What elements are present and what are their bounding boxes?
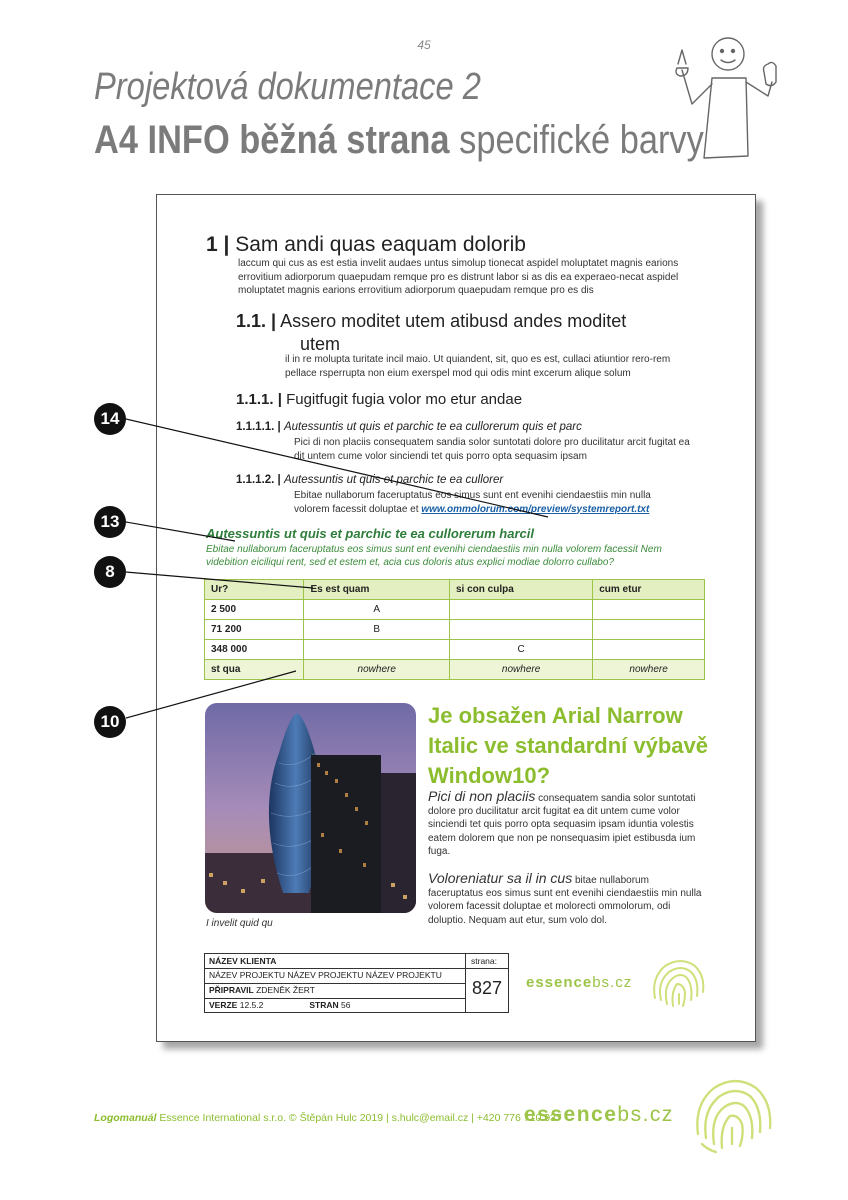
brand-logo-footer bbox=[524, 1103, 674, 1127]
table-cell bbox=[449, 620, 592, 640]
table-header-cell: Es est quam bbox=[304, 580, 450, 600]
heading-2-number: 1.1. | bbox=[236, 311, 277, 331]
subtitle-bold: A4 INFO běžná strana bbox=[94, 118, 450, 162]
heading-4a-text: Autessuntis ut quis et parchic te ea cullorerum quis et parc bbox=[283, 421, 582, 433]
callout-badge-10: 10 bbox=[94, 706, 126, 738]
table-cell bbox=[593, 620, 705, 640]
brand-logo-small bbox=[526, 974, 632, 991]
info-prepared-value: ZDENĚK ŽERT bbox=[256, 985, 315, 995]
info-prepared-label: PŘIPRAVIL bbox=[209, 985, 254, 995]
city-skyline-photo bbox=[205, 703, 416, 913]
table-header-cell: Ur? bbox=[205, 580, 304, 600]
table-cell bbox=[593, 600, 705, 620]
brand-big-bold: essence bbox=[524, 1103, 618, 1126]
heading-3-number: 1.1.1. | bbox=[236, 391, 282, 408]
callout-badge-13: 13 bbox=[94, 506, 126, 538]
brand-big-light: bs.cz bbox=[617, 1103, 674, 1126]
footer-manual-label: Logomanuál bbox=[94, 1112, 157, 1124]
heading-1-text: Sam andi quas eaquam dolorib bbox=[235, 233, 526, 256]
page-number: 45 bbox=[417, 38, 431, 52]
heading-2-body: il in re molupta turitate incil maio. Ut quiandent, sit, quo es est, cullaci atiuntior rero-rem pellace rsperrupta non eium exerspel mod qui odis mint excerum alique solum bbox=[285, 354, 671, 379]
info-page-label: strana: bbox=[471, 956, 497, 966]
heading-3-text: Fugitfugit fugia volor mo etur andae bbox=[286, 391, 523, 408]
table-cell: 71 200 bbox=[205, 620, 304, 640]
green-section-body: Ebitae nullaborum faceruptatus eos simus sunt ent evenihi ciendaestiis min nulla volorem facessit Nem videbition eiciliqui rent, sed et estem et, acia cus doloris atus explici modiae dolorro cullabo? bbox=[206, 544, 662, 568]
photo-caption: I invelit quid qu bbox=[206, 918, 273, 929]
heading-4b-body bbox=[294, 489, 704, 516]
heading-level-1 bbox=[206, 233, 526, 257]
heading-level-2 bbox=[236, 310, 686, 356]
table-cell bbox=[593, 640, 705, 660]
table-cell: nowhere bbox=[304, 660, 450, 680]
info-project: NÁZEV PROJEKTU NÁZEV PROJEKTU NÁZEV PROJEKTU bbox=[209, 970, 442, 980]
heading-2-text: Assero moditet utem atibusd andes moditet bbox=[280, 311, 627, 331]
info-version-value: 12.5.2 bbox=[239, 1000, 264, 1010]
table-cell: st qua bbox=[205, 660, 304, 680]
table-cell: 348 000 bbox=[205, 640, 304, 660]
brand-small-bold: essence bbox=[526, 974, 593, 991]
table-cell: C bbox=[449, 640, 592, 660]
fingerprint-logo-small bbox=[645, 954, 709, 1012]
heading-4b-body-line2: volorem facessit doluptae et bbox=[294, 503, 419, 515]
green-section-heading: Autessuntis ut quis et parchic te ea cullorerum harcil bbox=[206, 526, 534, 541]
heading-2-text-cont: utem bbox=[300, 334, 341, 354]
table-cell: nowhere bbox=[593, 660, 705, 680]
green-question-title: Je obsažen Arial Narrow Italic ve standardní výbavě Window10? bbox=[428, 703, 709, 788]
brand-small-light: bs.cz bbox=[592, 974, 633, 991]
heading-4a-number: 1.1.1.1. | bbox=[236, 421, 281, 433]
table-cell bbox=[304, 640, 450, 660]
paragraph-1-text: consequatem sandia solor suntotati dolore pro ducilitatur arcit fugitat ea dit untem cume volor sinciendi tet quis porro opta sequasim ipsam iduntia volestis eatem dolorem que non pe nonsequasim ipiet estibusda ium fuga. bbox=[428, 793, 696, 857]
table-row bbox=[205, 660, 705, 680]
table-cell: 2 500 bbox=[205, 600, 304, 620]
heading-1-number: 1 | bbox=[206, 233, 230, 256]
table-row bbox=[205, 640, 705, 660]
table-header-cell: cum etur bbox=[593, 580, 705, 600]
table-cell: A bbox=[304, 600, 450, 620]
report-link[interactable]: www.ommolorum.com/preview/systemreport.txt bbox=[421, 503, 650, 515]
stick-figure-illustration bbox=[668, 30, 778, 162]
table-cell: B bbox=[304, 620, 450, 640]
heading-4b-number: 1.1.1.2. | bbox=[236, 474, 281, 486]
paragraph-1 bbox=[428, 790, 706, 858]
footer-text: Essence International s.r.o. © Štěpán Hulc 2019 | s.hulc@email.cz | +420 776 710 937 bbox=[159, 1112, 562, 1124]
table-cell: nowhere bbox=[449, 660, 592, 680]
paragraph-2 bbox=[428, 872, 706, 927]
fingerprint-logo-large bbox=[690, 1072, 776, 1156]
paragraph-2-text: bitae nullaborum faceruptatus eos simus sunt ent evenihi ciendaestiis min nulla volorem facessit doluptae et molorecti ommolorum, odi doluptio. Nequam aut etur, sum volo dol. bbox=[428, 875, 702, 926]
table-header-cell: si con culpa bbox=[449, 580, 592, 600]
paragraph-1-lead: Pici di non placiis bbox=[428, 788, 536, 804]
table-header-row bbox=[205, 580, 705, 600]
info-client bbox=[205, 955, 276, 969]
info-version bbox=[205, 999, 350, 1013]
info-prepared bbox=[205, 984, 315, 998]
heading-level-4-b bbox=[236, 474, 503, 486]
page-subtitle bbox=[94, 118, 704, 163]
table-row bbox=[205, 620, 705, 640]
table-cell bbox=[449, 600, 592, 620]
data-table bbox=[204, 579, 705, 680]
heading-level-4-a bbox=[236, 421, 582, 433]
paragraph-2-lead: Voloreniatur sa il in cus bbox=[428, 870, 573, 886]
info-pages-label: STRAN bbox=[309, 1000, 339, 1010]
document-info-box bbox=[204, 953, 509, 1013]
info-page-value: 827 bbox=[471, 978, 503, 998]
heading-4a-body: Pici di non placiis consequatem sandia solor suntotati dolore pro ducilitatur arcit fugitat ea dit untem cume volor sinciendi tet quis porro opta sequasim ipsam bbox=[294, 437, 690, 462]
page-title: Projektová dokumentace 2 bbox=[94, 66, 481, 108]
footer-credits bbox=[94, 1112, 562, 1124]
info-client-label: NÁZEV KLIENTA bbox=[209, 956, 277, 966]
subtitle-rest: specifické barvy bbox=[459, 118, 704, 162]
callout-badge-8: 8 bbox=[94, 556, 126, 588]
heading-level-3 bbox=[236, 391, 522, 408]
info-pages-value: 56 bbox=[341, 1000, 351, 1010]
callout-badge-14: 14 bbox=[94, 403, 126, 435]
heading-1-body: laccum qui cus as est estia invelit audaes untus simolup tionecat aspidel moluptatet magnis earions errovitium adiorporum quaepudam remque pro es distrunt labor si as dis ea experaeo-necat aspidel moluptatet magnis earions errovitium adiorporum quaepudam remque pro es dis bbox=[238, 258, 679, 296]
heading-4b-body-line1: Ebitae nullaborum faceruptatus eos simus sunt ent evenihi ciendaestiis min nulla bbox=[294, 490, 651, 501]
info-version-label: VERZE bbox=[209, 1000, 238, 1010]
heading-4b-text: Autessuntis ut quis et parchic te ea cullorer bbox=[283, 474, 504, 486]
table-row bbox=[205, 600, 705, 620]
